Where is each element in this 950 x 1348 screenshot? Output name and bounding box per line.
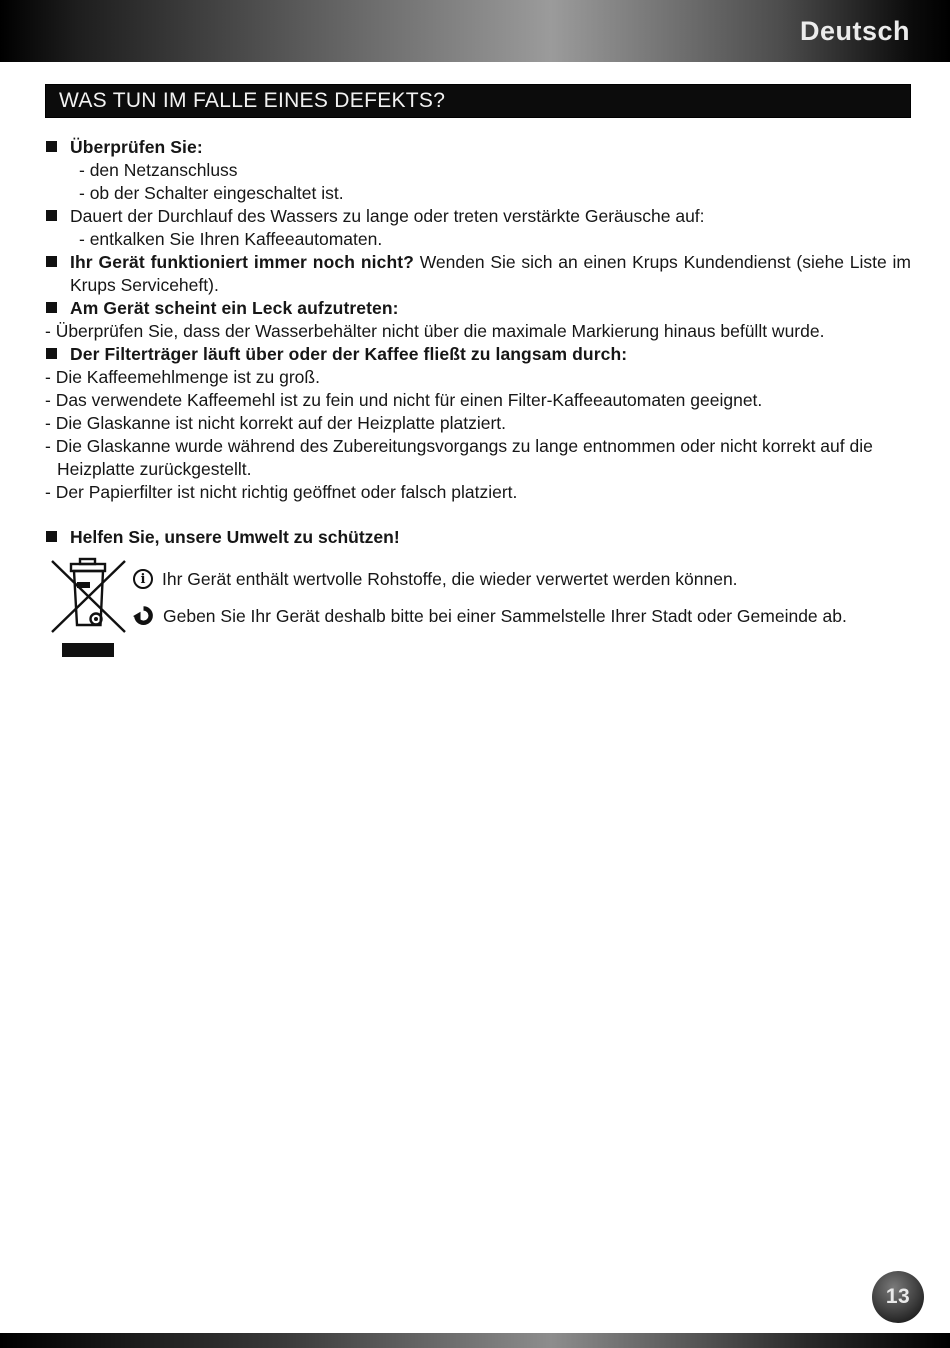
environment-note-text: Ihr Gerät enthält wertvolle Rohstoffe, die wieder verwertet werden können. [162, 569, 738, 589]
bullet-square-icon [46, 348, 57, 359]
troubleshooting-item-text: - Überprüfen Sie, dass der Wasserbehälter nicht über die maximale Markierung hinaus befüllt wurde. [45, 321, 825, 341]
troubleshooting-item-text: - entkalken Sie Ihren Kaffeeautomaten. [79, 229, 383, 249]
troubleshooting-item [45, 228, 911, 251]
troubleshooting-item-text: - Die Kaffeemehlmenge ist zu groß. [45, 367, 320, 387]
troubleshooting-item-text: - Die Glaskanne ist nicht korrekt auf der Heizplatte platziert. [45, 413, 507, 433]
bullet-square-icon [46, 531, 57, 542]
language-label: Deutsch [799, 16, 910, 46]
bullet-square-icon [46, 256, 57, 267]
troubleshooting-item [45, 159, 911, 182]
troubleshooting-item-bold-text: Überprüfen Sie: [70, 137, 203, 157]
page-number-badge [872, 1271, 924, 1323]
section-title: WAS TUN IM FALLE EINES DEFEKTS? [59, 89, 446, 112]
page-header [0, 0, 950, 62]
troubleshooting-item [45, 343, 911, 366]
troubleshooting-item [45, 389, 911, 412]
troubleshooting-item-text: - Der Papierfilter ist nicht richtig geöffnet oder falsch platziert. [45, 482, 518, 502]
troubleshooting-item-text: Dauert der Durchlauf des Wassers zu lange oder treten verstärkte Geräusche auf: [70, 206, 705, 226]
troubleshooting-item-bold-text: Ihr Gerät funktioniert immer noch nicht? [70, 252, 414, 272]
troubleshooting-item-text: - ob der Schalter eingeschaltet ist. [79, 183, 344, 203]
bullet-square-icon [46, 302, 57, 313]
environment-note-text: Geben Sie Ihr Gerät deshalb bitte bei einer Sammelstelle Ihrer Stadt oder Gemeinde ab. [163, 606, 847, 626]
troubleshooting-item-text: - Die Glaskanne wurde während des Zubereitungsvorgangs zu lange entnommen oder nicht korrekt auf die Heizplatte zurückgestellt. [45, 436, 873, 479]
troubleshooting-item-text: - Das verwendete Kaffeemehl ist zu fein und nicht für einen Filter-Kaffeeautomaten geeignet. [45, 390, 763, 410]
troubleshooting-content [45, 136, 911, 663]
environment-block [45, 555, 911, 663]
troubleshooting-item [45, 182, 911, 205]
troubleshooting-item [45, 412, 911, 435]
page-footer [0, 1333, 950, 1348]
environment-heading-text: Helfen Sie, unsere Umwelt zu schützen! [70, 527, 400, 547]
environment-note [133, 605, 911, 633]
troubleshooting-item-bold-text: Der Filterträger läuft über oder der Kaffee fließt zu langsam durch: [70, 344, 628, 364]
troubleshooting-item-text: Wenden Sie sich an einen Krups Kundendienst (siehe Liste im Krups Serviceheft). [70, 252, 911, 295]
troubleshooting-item [45, 366, 911, 389]
troubleshooting-item-text: - den Netzanschluss [79, 160, 238, 180]
troubleshooting-item [45, 297, 911, 320]
info-icon: i [133, 569, 153, 589]
troubleshooting-item [45, 435, 911, 481]
troubleshooting-item [45, 136, 911, 159]
troubleshooting-item [45, 251, 911, 297]
bullet-square-icon [46, 210, 57, 221]
environment-notes [133, 555, 911, 663]
troubleshooting-item-bold-text: Am Gerät scheint ein Leck aufzutreten: [70, 298, 399, 318]
troubleshooting-item [45, 320, 911, 343]
troubleshooting-item [45, 481, 911, 504]
troubleshooting-item [45, 205, 911, 228]
environment-note [133, 568, 911, 591]
environment-heading [45, 526, 911, 549]
section-title-bar [45, 84, 911, 118]
weee-crossed-out-bin-icon [45, 555, 133, 663]
bullet-square-icon [46, 141, 57, 152]
recycle-arrow-icon [133, 606, 154, 633]
troubleshooting-list [45, 136, 911, 504]
page-number: 13 [885, 1285, 911, 1308]
